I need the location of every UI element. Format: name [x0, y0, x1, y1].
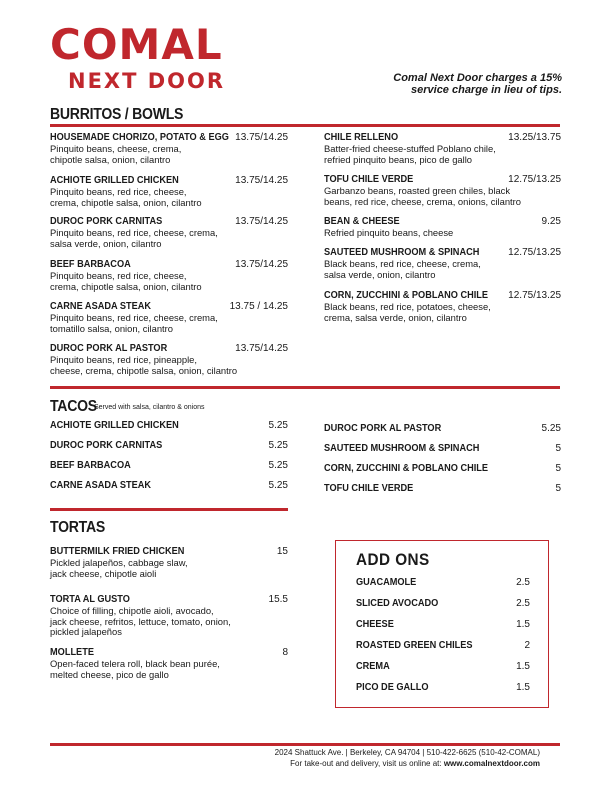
torta-item [50, 594, 288, 638]
taco-name: TOFU CHILE VERDE [324, 483, 414, 494]
burrito-description: Black beans, red rice, cheese, crema, salsa verde, onion, cilantro [324, 258, 481, 280]
burrito-name: CHILE RELLENO [324, 132, 399, 143]
burrito-item [50, 132, 288, 165]
burrito-item [50, 259, 288, 292]
burrito-item [50, 216, 288, 249]
addon-price: 2.5 [516, 598, 530, 609]
addon-item [356, 661, 530, 673]
addon-price: 1.5 [516, 619, 530, 630]
taco-name: CORN, ZUCCHINI & POBLANO CHILE [324, 463, 489, 474]
burrito-item [324, 174, 561, 207]
burrito-name: CARNE ASADA STEAK [50, 301, 152, 312]
burrito-name: BEEF BARBACOA [50, 259, 131, 270]
burrito-price: 13.75/14.25 [235, 216, 288, 227]
burrito-price: 12.75/13.25 [508, 290, 561, 301]
taco-item [324, 423, 561, 435]
burrito-description: Pinquito beans, red rice, cheese, crema, chipotle salsa, onion, cilantro [50, 186, 202, 208]
burrito-item [50, 175, 288, 208]
burrito-item [324, 132, 561, 165]
tacos-subtitle: Served with salsa, cilantro & onions [94, 404, 205, 411]
addon-item [356, 598, 530, 610]
burrito-item [324, 216, 561, 239]
burrito-description: Refried pinquito beans, cheese [324, 227, 454, 238]
brand-logo-main: COMAL [50, 20, 223, 69]
burrito-description: Pinquito beans, red rice, pineapple, cheese, crema, chipotle salsa, onion, cilantro [50, 354, 238, 376]
brand-logo-sub: NEXT DOOR [68, 69, 226, 93]
tacos-heading [50, 398, 205, 416]
tacos-title: TACOS [50, 398, 97, 415]
footer-online-prefix: For take-out and delivery, visit us online at: [290, 759, 444, 768]
addon-item [356, 577, 530, 589]
burrito-name: DUROC PORK AL PASTOR [50, 343, 168, 354]
torta-price: 15 [276, 546, 288, 557]
burrito-price: 12.75/13.25 [508, 247, 561, 258]
addon-price: 2.5 [516, 577, 530, 588]
addon-item [356, 640, 530, 652]
footer-divider [50, 743, 560, 746]
taco-name: DUROC PORK AL PASTOR [324, 423, 442, 434]
burrito-description: Batter-fried cheese-stuffed Poblano chile, refried pinquito beans, pico de gallo [324, 143, 496, 165]
taco-price: 5.25 [268, 460, 288, 471]
torta-description: Pickled jalapeños, cabbage slaw, jack cheese, chipotle aioli [50, 557, 188, 579]
burritos-divider [50, 124, 560, 127]
addon-name: CREMA [356, 661, 390, 672]
taco-name: CARNE ASADA STEAK [50, 480, 152, 491]
taco-item [324, 463, 561, 475]
burrito-price: 13.75/14.25 [235, 132, 288, 143]
burritos-title: BURRITOS / BOWLS [50, 106, 184, 123]
burrito-name: CORN, ZUCCHINI & POBLANO CHILE [324, 290, 489, 301]
taco-price: 5.25 [541, 423, 561, 434]
addon-item [356, 682, 530, 694]
service-charge-note: Comal Next Door charges a 15% service charge in lieu of tips. [393, 72, 562, 96]
taco-price: 5 [555, 483, 561, 494]
addon-name: ROASTED GREEN CHILES [356, 640, 473, 651]
taco-price: 5.25 [268, 440, 288, 451]
taco-price: 5.25 [268, 480, 288, 491]
burrito-price: 9.25 [541, 216, 561, 227]
burrito-item [50, 343, 288, 376]
addons-title: ADD ONS [356, 550, 430, 569]
torta-item [50, 647, 288, 680]
burrito-price: 13.25/13.75 [508, 132, 561, 143]
addon-item [356, 619, 530, 631]
addon-name: SLICED AVOCADO [356, 598, 439, 609]
torta-description: Choice of filling, chipotle aioli, avocado, jack cheese, refritos, lettuce, tomato, onion, pickled jalapeños [50, 605, 231, 638]
burrito-item [324, 247, 561, 280]
burrito-name: SAUTEED MUSHROOM & SPINACH [324, 247, 480, 258]
addon-name: PICO DE GALLO [356, 682, 429, 693]
addon-name: CHEESE [356, 619, 394, 630]
torta-price: 15.5 [268, 594, 288, 605]
burrito-name: HOUSEMADE CHORIZO, POTATO & EGG [50, 132, 229, 143]
taco-price: 5 [555, 443, 561, 454]
burrito-description: Garbanzo beans, roasted green chiles, black beans, red rice, cheese, crema, onions, cilantro [324, 185, 521, 207]
taco-name: SAUTEED MUSHROOM & SPINACH [324, 443, 480, 454]
burrito-name: DUROC PORK CARNITAS [50, 216, 163, 227]
addon-price: 2 [524, 640, 530, 651]
addon-name: GUACAMOLE [356, 577, 417, 588]
taco-price: 5 [555, 463, 561, 474]
taco-item [50, 460, 288, 472]
burrito-description: Black beans, red rice, potatoes, cheese, crema, salsa verde, onion, cilantro [324, 301, 491, 323]
taco-item [324, 443, 561, 455]
addon-price: 1.5 [516, 682, 530, 693]
burrito-name: TOFU CHILE VERDE [324, 174, 414, 185]
burrito-price: 13.75/14.25 [235, 259, 288, 270]
taco-item [324, 483, 561, 495]
burrito-price: 12.75/13.25 [508, 174, 561, 185]
burrito-item [50, 301, 288, 334]
taco-item [50, 440, 288, 452]
burrito-item [324, 290, 561, 323]
footer-address: 2024 Shattuck Ave. | Berkeley, CA 94704 | 510-422-6625 (510-42-COMAL) [274, 748, 540, 757]
taco-name: ACHIOTE GRILLED CHICKEN [50, 420, 179, 431]
burrito-price: 13.75/14.25 [235, 343, 288, 354]
taco-item [50, 480, 288, 492]
burrito-description: Pinquito beans, red rice, cheese, crema, tomatillo salsa, onion, cilantro [50, 312, 218, 334]
torta-name: TORTA AL GUSTO [50, 594, 130, 605]
torta-name: BUTTERMILK FRIED CHICKEN [50, 546, 185, 557]
burrito-description: Pinquito beans, red rice, cheese, crema, chipotle salsa, onion, cilantro [50, 270, 202, 292]
taco-price: 5.25 [268, 420, 288, 431]
torta-description: Open-faced telera roll, black bean purée, melted cheese, pico de gallo [50, 658, 220, 680]
taco-name: BEEF BARBACOA [50, 460, 131, 471]
taco-item [50, 420, 288, 432]
addon-price: 1.5 [516, 661, 530, 672]
burritos-bottom-divider [50, 386, 560, 389]
tortas-title: TORTAS [50, 519, 105, 536]
tacos-bottom-divider [50, 508, 288, 511]
torta-price: 8 [282, 647, 288, 658]
burrito-description: Pinquito beans, cheese, crema, chipotle salsa, onion, cilantro [50, 143, 182, 165]
burrito-name: ACHIOTE GRILLED CHICKEN [50, 175, 179, 186]
burrito-price: 13.75/14.25 [235, 175, 288, 186]
footer-online [180, 758, 540, 769]
burrito-name: BEAN & CHEESE [324, 216, 400, 227]
website-link[interactable]: www.comalnextdoor.com [443, 759, 540, 768]
torta-item [50, 546, 288, 579]
torta-name: MOLLETE [50, 647, 94, 658]
taco-name: DUROC PORK CARNITAS [50, 440, 163, 451]
burrito-price: 13.75 / 14.25 [229, 301, 288, 312]
burrito-description: Pinquito beans, red rice, cheese, crema, salsa verde, onion, cilantro [50, 227, 218, 249]
